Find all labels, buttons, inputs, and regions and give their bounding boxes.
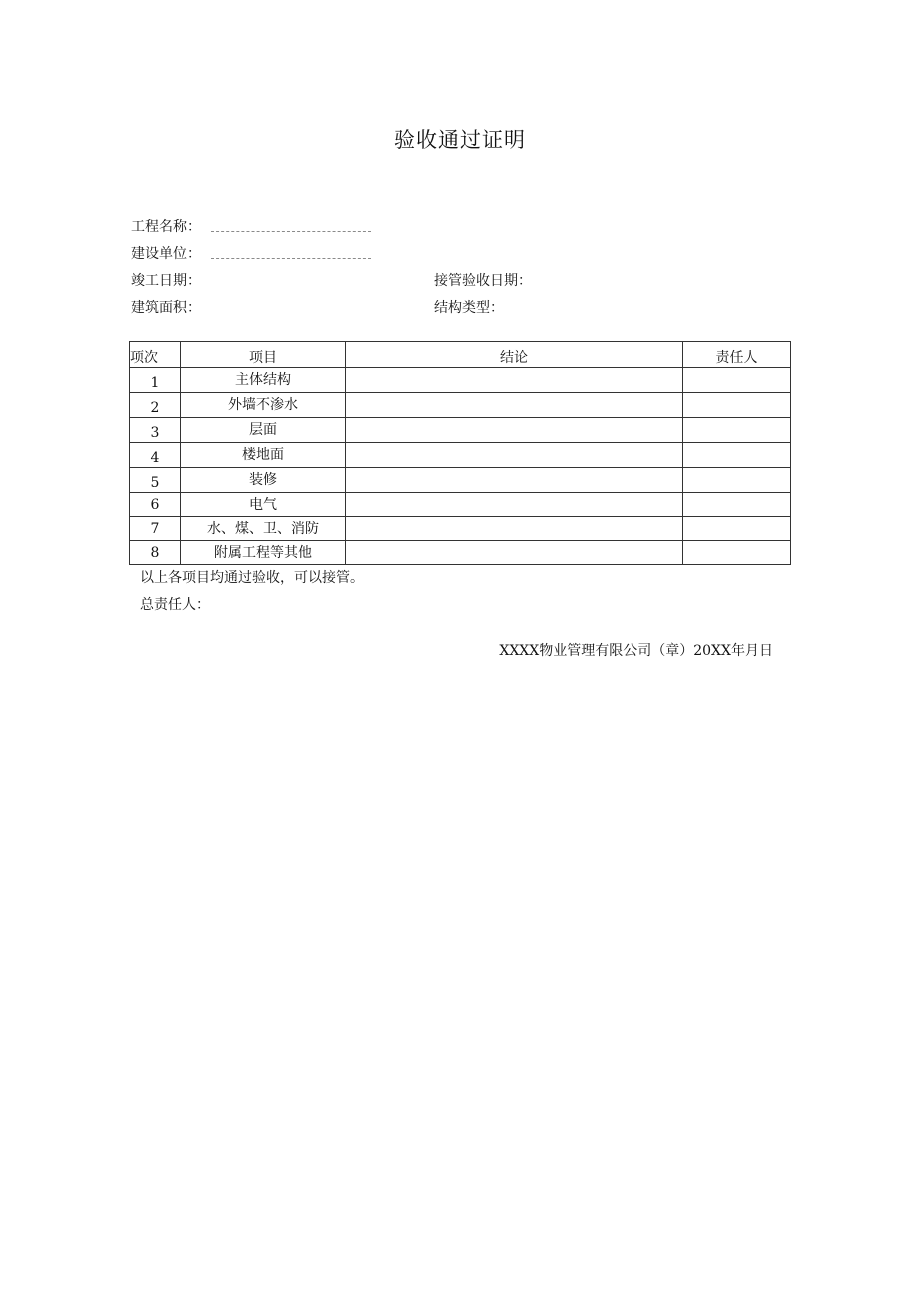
header-no: 项次 (130, 342, 181, 368)
handover-date-label: 接管验收日期： (434, 273, 532, 289)
row-person[interactable] (683, 493, 791, 517)
row-no: 8 (130, 541, 181, 565)
row-conclusion[interactable] (346, 541, 683, 565)
row-no: 7 (130, 517, 181, 541)
builder-label: 建设单位： (131, 246, 201, 262)
table-row (130, 517, 791, 541)
structure-type-label: 结构类型： (434, 300, 504, 316)
table-row (130, 368, 791, 393)
row-person[interactable] (683, 468, 791, 493)
row-person[interactable] (683, 368, 791, 393)
row-no: 1 (130, 368, 181, 393)
row-item: 外墙不渗水 (181, 393, 346, 418)
row-person[interactable] (683, 517, 791, 541)
row-no: 6 (130, 493, 181, 517)
table-row (130, 393, 791, 418)
row-no: 4 (130, 443, 181, 468)
completion-date-label: 竣工日期： (131, 273, 201, 289)
row-item: 水、煤、卫、消防 (181, 517, 346, 541)
row-conclusion[interactable] (346, 493, 683, 517)
project-name-label: 工程名称： (131, 219, 201, 235)
row-item: 附属工程等其他 (181, 541, 346, 565)
builder-blank (211, 258, 371, 259)
row-item: 楼地面 (181, 443, 346, 468)
row-person[interactable] (683, 443, 791, 468)
row-person[interactable] (683, 541, 791, 565)
chief-responsible-label: 总责任人： (140, 597, 210, 613)
row-conclusion[interactable] (346, 517, 683, 541)
table-row (130, 418, 791, 443)
row-no: 2 (130, 393, 181, 418)
project-name-blank (211, 231, 371, 232)
row-no: 5 (130, 468, 181, 493)
table-row (130, 541, 791, 565)
row-no: 3 (130, 418, 181, 443)
table-header-row (130, 342, 791, 368)
table-row (130, 493, 791, 517)
floor-area-label: 建筑面积： (131, 300, 201, 316)
row-conclusion[interactable] (346, 418, 683, 443)
header-person: 责任人 (683, 342, 791, 368)
row-conclusion[interactable] (346, 443, 683, 468)
table-row (130, 443, 791, 468)
row-person[interactable] (683, 418, 791, 443)
row-person[interactable] (683, 393, 791, 418)
row-item: 主体结构 (181, 368, 346, 393)
table-row (130, 468, 791, 493)
acceptance-table (129, 341, 791, 565)
document-title: 验收通过证明 (394, 128, 526, 152)
row-conclusion[interactable] (346, 468, 683, 493)
header-item: 项目 (181, 342, 346, 368)
row-conclusion[interactable] (346, 393, 683, 418)
row-item: 装修 (181, 468, 346, 493)
row-conclusion[interactable] (346, 368, 683, 393)
acceptance-statement: 以上各项目均通过验收，可以接管。 (140, 570, 364, 586)
row-item: 电气 (181, 493, 346, 517)
row-item: 层面 (181, 418, 346, 443)
company-signature: XXXX物业管理有限公司（章）20XX年月日 (499, 643, 773, 659)
header-conclusion: 结论 (346, 342, 683, 368)
